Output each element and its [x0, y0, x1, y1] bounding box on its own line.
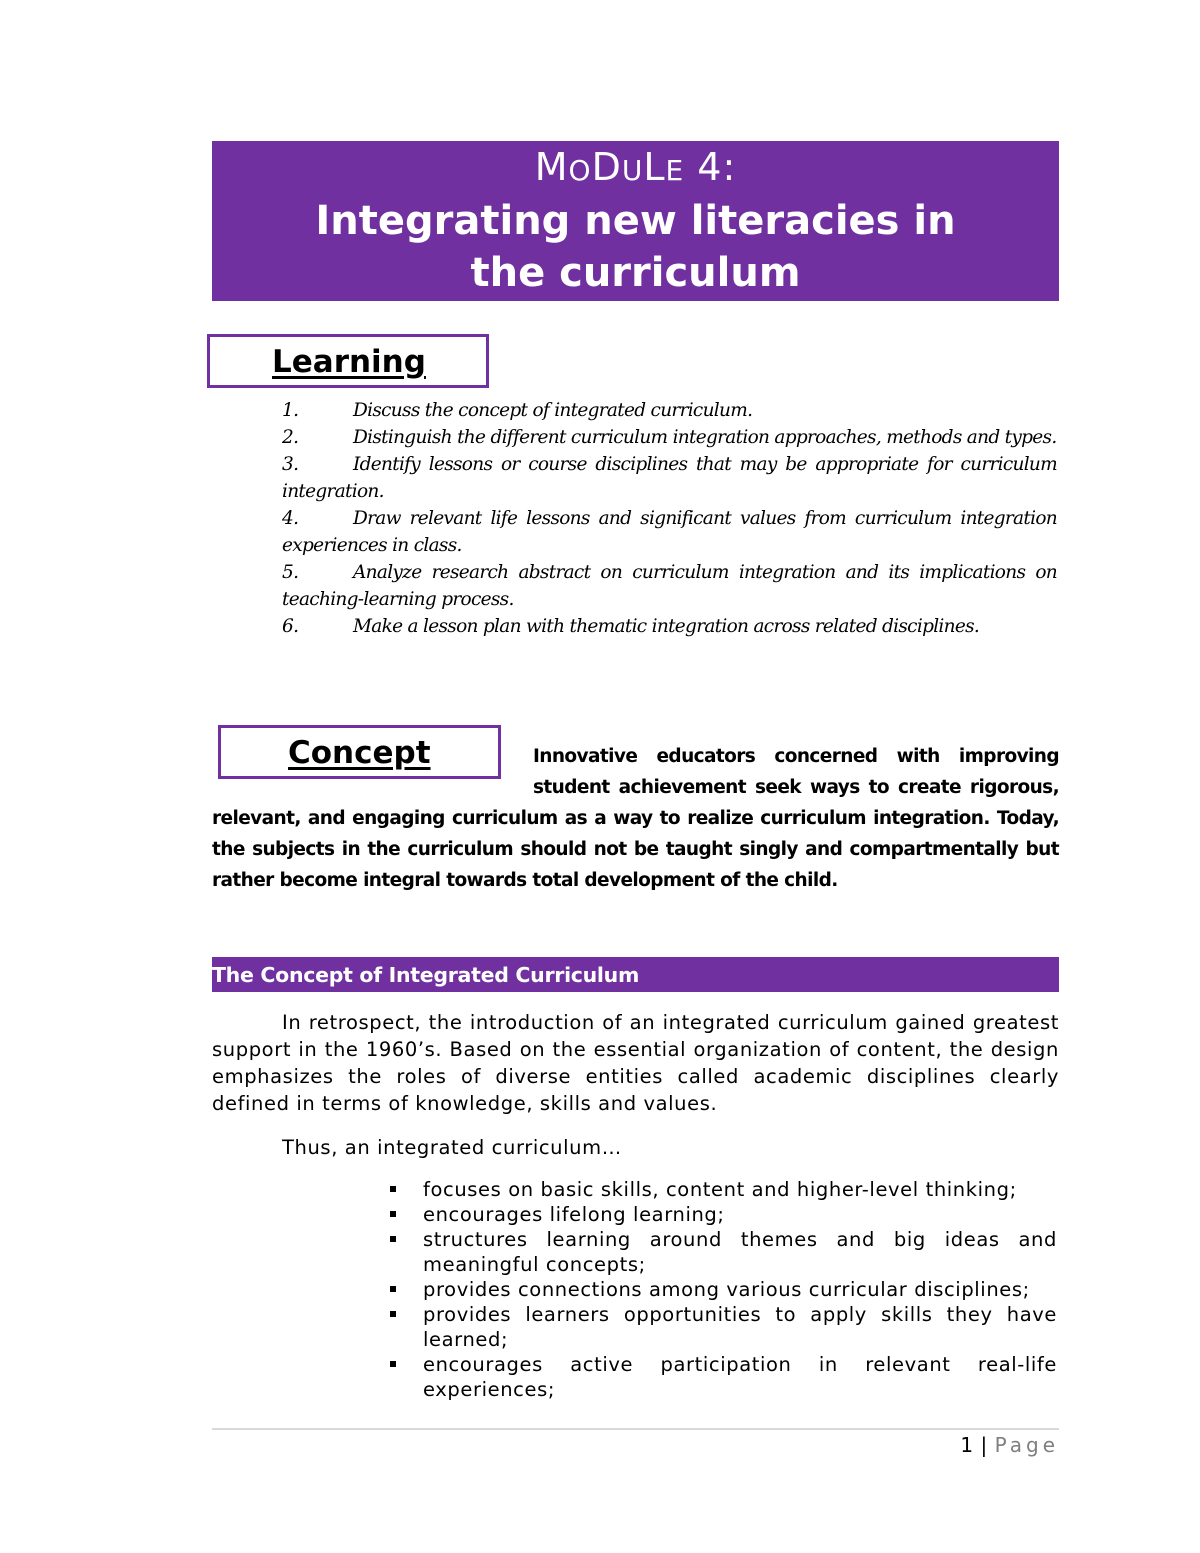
- objective-number: 1.: [282, 400, 299, 421]
- module-label: [212, 143, 1059, 195]
- objective-item: [282, 559, 1057, 613]
- footer-divider: [212, 1428, 1059, 1430]
- objective-text: Identify lessons or course disciplines that may be appropriate for curriculum integration.: [282, 454, 1057, 502]
- list-item-text: encourages active participation in relevant real-life experiences;: [423, 1353, 1057, 1401]
- objective-text: Discuss the concept of integrated curriculum.: [353, 400, 753, 421]
- objective-text: Make a lesson plan with thematic integration across related disciplines.: [353, 616, 980, 637]
- list-item: [390, 1277, 1057, 1302]
- page-number: 1: [960, 1433, 974, 1457]
- concept-heading-box: [218, 725, 501, 779]
- objective-item: [282, 397, 1057, 424]
- bullet-square-icon: [390, 1286, 396, 1292]
- concept-heading: Concept: [288, 735, 431, 771]
- list-item: [390, 1202, 1057, 1227]
- section-lead-in: Thus, an integrated curriculum…: [282, 1136, 622, 1159]
- module-label-o: O: [568, 154, 592, 187]
- footer-separator: |: [980, 1433, 988, 1457]
- bullet-square-icon: [390, 1311, 396, 1317]
- objective-text: Draw relevant life lessons and significant values from curriculum integration experiences in class.: [282, 508, 1057, 556]
- list-item-text: provides learners opportunities to apply skills they have learned;: [423, 1303, 1057, 1351]
- list-item: [390, 1227, 1057, 1277]
- section-title-bar: [212, 957, 1059, 992]
- module-label-u: U: [621, 154, 644, 187]
- bullet-square-icon: [390, 1186, 396, 1192]
- objective-number: 2.: [282, 427, 299, 448]
- objective-text: Analyze research abstract on curriculum integration and its implications on teaching-learning process.: [282, 562, 1057, 610]
- module-banner: [212, 141, 1059, 301]
- section-paragraph: In retrospect, the introduction of an integrated curriculum gained greatest support in the 1960’s. Based on the essential organization of content, the design emphasizes the roles of diverse entities called academic disciplines clearly defined in terms of knowledge, skills and values.: [212, 1011, 1059, 1115]
- objective-number: 5.: [282, 562, 299, 583]
- page-footer: [960, 1431, 1059, 1459]
- list-item-text: structures learning around themes and big ideas and meaningful concepts;: [423, 1228, 1057, 1276]
- objective-item: [282, 424, 1057, 451]
- module-label-d: D: [591, 145, 622, 189]
- bullet-square-icon: [390, 1211, 396, 1217]
- module-title: [212, 195, 1059, 299]
- concept-text: Innovative educators concerned with improving student achievement seek ways to create rigorous, relevant, and engaging curriculum as a way to realize curriculum integration. Today, the subjects in the curriculum should not be taught singly and compartmentally but rather become integral towards total development of the child.: [212, 746, 1059, 891]
- objective-number: 6.: [282, 616, 299, 637]
- list-item: [390, 1352, 1057, 1402]
- bullet-square-icon: [390, 1361, 396, 1367]
- page-label: Page: [994, 1433, 1059, 1457]
- learning-objectives-list: [282, 397, 1057, 640]
- objective-number: 3.: [282, 454, 299, 475]
- module-label-l: L: [643, 145, 666, 189]
- module-title-line1: Integrating new literacies in: [315, 198, 956, 244]
- list-item-text: focuses on basic skills, content and higher-level thinking;: [423, 1178, 1017, 1201]
- module-label-e: E: [665, 154, 685, 187]
- learning-heading-box: [207, 334, 489, 388]
- objective-text: Distinguish the different curriculum integration approaches, methods and types.: [353, 427, 1057, 448]
- curriculum-bullets-list: [390, 1177, 1057, 1402]
- list-item: [390, 1302, 1057, 1352]
- objective-item: [282, 613, 1057, 640]
- list-item: [390, 1177, 1057, 1202]
- section-title: The Concept of Integrated Curriculum: [212, 963, 640, 987]
- objective-item: [282, 505, 1057, 559]
- module-title-line2: the curriculum: [470, 250, 801, 296]
- bullet-square-icon: [390, 1236, 396, 1242]
- objective-number: 4.: [282, 508, 299, 529]
- module-number: 4:: [697, 145, 737, 189]
- objective-item: [282, 451, 1057, 505]
- module-label-m: M: [534, 145, 569, 189]
- list-item-text: encourages lifelong learning;: [423, 1203, 725, 1226]
- list-item-text: provides connections among various curricular disciplines;: [423, 1278, 1030, 1301]
- learning-heading: Learning: [272, 344, 426, 380]
